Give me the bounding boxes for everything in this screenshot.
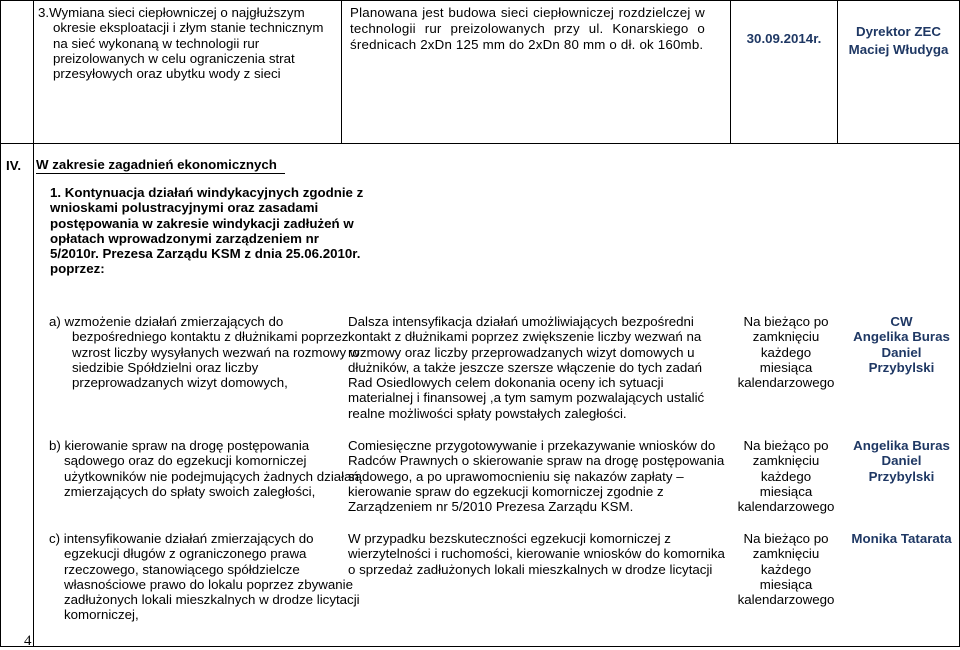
item-text: 3.Wymiana sieci ciepłowniczej o najgłuższym okresie eksploatacji i złym stanie technicznym na sieć wykonaną w technologii rur preizolowanych w celu ograniczenia strat przesyłowych oraz ubytku wody z sieci (38, 5, 324, 82)
deadline-b: Na bieżąco po zamknięciu każdego miesiąca kalendarzowego (737, 438, 835, 515)
responsible-a: CW Angelika Buras Daniel Przybylski (853, 314, 950, 375)
action-b: b) kierowanie spraw na drogę postępowania sądowego oraz do egzekucji komorniczej użytkowników nie podejmujących żadnych działań zmierzających do spłaty swoich zaległości, (49, 438, 359, 499)
section-row (1, 144, 960, 647)
page-number: 4 (24, 633, 32, 649)
responsible-line-2: Maciej Włudyga (848, 42, 949, 57)
description-b: Comiesięczne przygotowywanie i przekazywanie wniosków do Radców Prawnych o skierowanie spraw na drogę postępowania sądowego, a po uprawomocnieniu się nakazów zapłaty –kierowanie spraw do egzekucji komorniczej zgodnie z Zarządzeniem nr 5/2010 Prezesa Zarządu KSM. (348, 438, 725, 515)
section-title-underline (36, 158, 285, 174)
task-row-3 (1, 1, 960, 144)
date-text: 30.09.2014r. (746, 31, 822, 46)
action-c: c) intensyfikowanie działań zmierzających do egzekucji długów z ograniczonego prawa rzeczowego, stanowiącego spółdzielcze własnościowe prawo do lokalu poprzez zbywanie zadłużonych lokali mieszkalnych w drodze licytacji komorniczej, (49, 531, 360, 623)
description-c: W przypadku bezskuteczności egzekucji komorniczej z wierzytelności i ruchomości, kierowanie wniosków do komornika o sprzedaż zadłużonych lokali mieszkalnych w drodze licytacji (348, 531, 725, 577)
responsible-c: Monika Tatarata (851, 531, 952, 546)
responsible-b: Angelika Buras Daniel Przybylski (853, 438, 950, 484)
deadline-a: Na bieżąco po zamknięciu każdego miesiąca kalendarzowego (737, 314, 835, 391)
description-cell (342, 1, 731, 144)
description-a: Dalsza intensyfikacja działań umożliwiających bezpośredni kontakt z dłużnikami poprzez zwiększenie liczby wezwań na rozmowy oraz liczby przeprowadzanych wizyt domowych u dłużników, a także jeszcze szersze włączenie do tych zadań Rad Osiedlowych celem dokonania oceny ich sytuacji materialnej i finansowej ,a tym samym pozwalających ustalić realne możliwości spłaty powstałych zaległości. (348, 314, 705, 421)
section-number-cell (1, 144, 34, 647)
description-text: Planowana jest budowa sieci ciepłowniczej rozdzielczej w technologii rur preizolowanych przy ul. Konarskiego o średnicach 2xDn 125 mm do 2xDn 80 mm o dł. ok 160mb. (350, 5, 705, 52)
section-number: IV. (6, 158, 22, 173)
deadline-c: Na bieżąco po zamknięciu każdego miesiąca kalendarzowego (737, 531, 835, 608)
section-body-cell (34, 144, 960, 647)
item-cell (34, 1, 342, 144)
responsible-line-1: Dyrektor ZEC (856, 24, 941, 39)
section-title: W zakresie zagadnień ekonomicznych (36, 157, 277, 172)
action-a: a) wzmożenie działań zmierzających do bezpośredniego kontaktu z dłużnikami poprzez wzrost liczby wysyłanych wezwań na rozmowy w siedzibie Spółdzielni oraz liczby przeprowadzanych wizyt domowych, (49, 314, 360, 391)
row-number-cell (1, 1, 34, 144)
task-text: 1. Kontynuacja działań windykacyjnych zgodnie z wnioskami polustracyjnymi oraz zasadami postępowania w zakresie windykacji zadłużeń w opłatach wprowadzonymi zarządzeniem nr 5/2010r. Prezesa Zarządu KSM z dnia 25.06.2010r. poprzez: (50, 185, 364, 277)
responsible-cell (838, 1, 960, 144)
date-cell (731, 1, 838, 144)
